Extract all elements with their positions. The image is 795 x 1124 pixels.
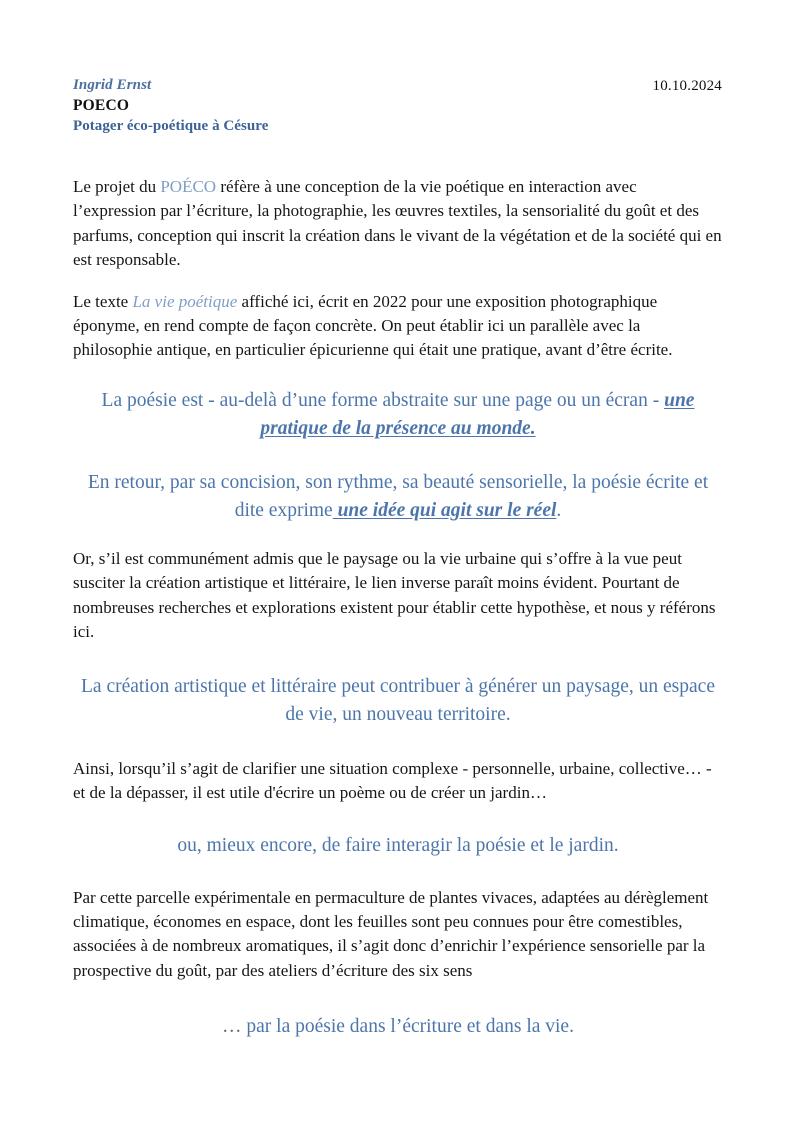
quote-2-plain: En retour, par sa concision, son rythme, sa beauté sensorielle, la poésie écrite et dite exprime	[87, 471, 709, 521]
document-body	[73, 175, 723, 1041]
paragraph-5: Par cette parcelle expérimentale en permaculture de plantes vivaces, adaptées au dérèglement climatique, économes en espace, dont les feuilles sont peu connues pour être comestibles, associées à de nombreux aromatiques, il s’agit donc d’enrichir l’expérience sensorielle par la prospective du goût, par des ateliers d’écriture des six sens	[73, 887, 709, 980]
document-header	[73, 76, 722, 136]
quote-2	[73, 469, 723, 525]
header-identity-block	[73, 76, 268, 136]
header-row	[73, 76, 722, 136]
paragraph-2-after: affiché ici, écrit en 2022 pour une exposition photographique éponyme, en rend compte de façon concrète. On peut établir ici un parallèle avec la philosophie antique, en particulier épicurienne qui était une pratique, avant d’être écrite.	[73, 291, 673, 360]
quote-2-tail: .	[556, 499, 562, 521]
document-subtitle: Potager éco-poétique à Césure	[73, 118, 269, 135]
paragraph-1-after: réfère à une conception de la vie poétique en interaction avec l’expression par l’écriture, la photographie, les œuvres textiles, la sensorialité du goût et des parfums, conception qui inscrit la création dans le vivant de la végétation et de la société qui en est responsable.	[73, 177, 722, 270]
quote-5-plain: par la poésie dans l’écriture et dans la vie.	[246, 1016, 574, 1038]
quote-2-emphasis: une idée qui agit sur le réel	[332, 499, 557, 521]
document-date: 10.10.2024	[652, 78, 722, 94]
paragraph-1	[73, 175, 723, 273]
quote-3: La création artistique et littéraire peut contribuer à générer un paysage, un espace de vie, un nouveau territoire.	[81, 675, 715, 725]
quote-5	[73, 1013, 723, 1041]
quote-1-emphasis: une pratique de la présence au monde.	[260, 389, 695, 439]
quote-1	[73, 387, 723, 443]
author-name: Ingrid Ernst	[73, 77, 152, 93]
quote-1-plain: La poésie est - au-delà d’une forme abstraite sur une page ou un écran -	[101, 389, 665, 411]
quote-4: ou, mieux encore, de faire interagir la poésie et le jardin.	[177, 834, 619, 856]
paragraph-1-before: Le projet du	[73, 177, 161, 196]
quote-5-ellipsis: …	[222, 1016, 247, 1038]
paragraph-2	[73, 290, 723, 363]
paragraph-4: Ainsi, lorsqu’il s’agit de clarifier une situation complexe - personnelle, urbaine, collective… - et de la dépasser, il est utile d'écrire un poème ou de créer un jardin…	[73, 758, 712, 803]
paragraph-2-highlight: La vie poétique	[132, 291, 238, 311]
organization-name: POECO	[73, 97, 130, 115]
paragraph-2-before: Le texte	[73, 291, 133, 311]
paragraph-1-highlight: POÉCO	[160, 177, 217, 196]
paragraph-3: Or, s’il est communément admis que le paysage ou la vie urbaine qui s’offre à la vue peut susciter la création artistique et littéraire, le lien inverse paraît moins évident. Pourtant de nombreuses recherches et explorations existent pour établir cette hypothèse, et nous y référons ici.	[73, 549, 716, 642]
